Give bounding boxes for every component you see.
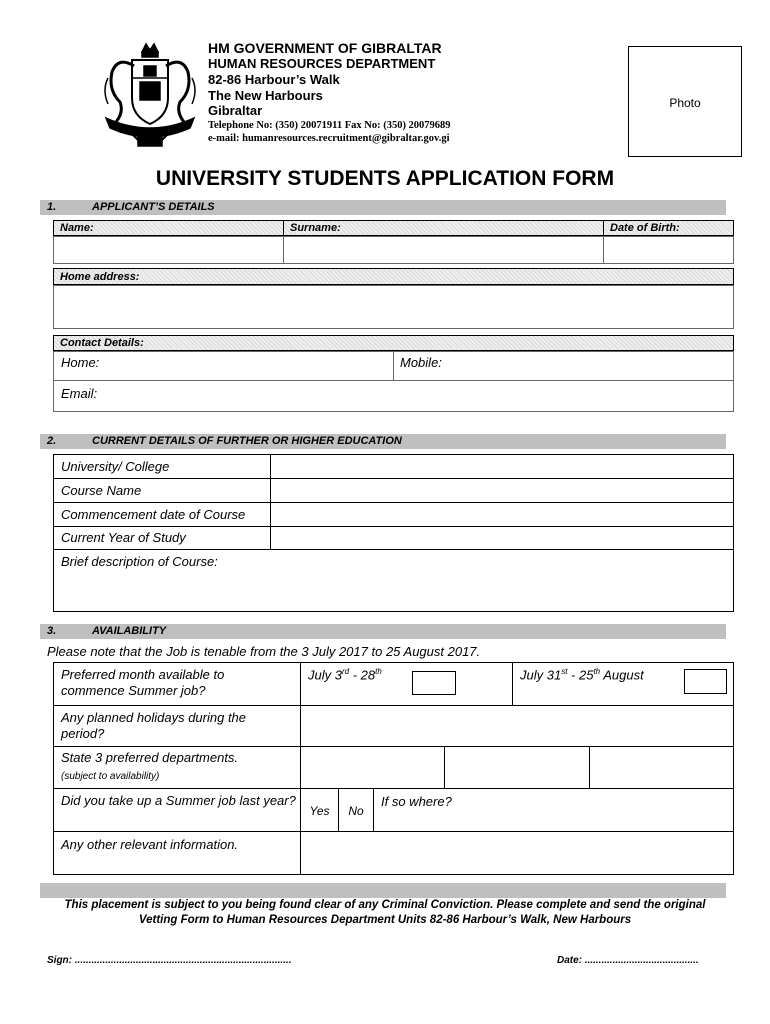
course-description-label: Brief description of Course:	[61, 554, 218, 569]
header-email: e-mail: humanresources.recruitment@gibraltar.gov.gi	[208, 133, 450, 144]
home-phone-field[interactable]	[53, 351, 394, 381]
department-3-field[interactable]	[590, 747, 733, 788]
header-line-1: HM GOVERNMENT OF GIBRALTAR	[208, 40, 442, 56]
where-label: If so where?	[381, 794, 452, 809]
header-line-2: HUMAN RESOURCES DEPARTMENT	[208, 56, 436, 71]
form-title: UNIVERSITY STUDENTS APPLICATION FORM	[155, 167, 615, 190]
university-field[interactable]	[271, 455, 733, 478]
no-option[interactable]: No	[348, 804, 364, 818]
departments-label: State 3 preferred departments.	[61, 750, 239, 765]
year-of-study-label: Current Year of Study	[61, 530, 186, 545]
department-1-field[interactable]	[301, 747, 444, 788]
course-name-field[interactable]	[271, 479, 733, 502]
holidays-label: Any planned holidays during the period?	[61, 710, 247, 741]
section-3-number: 3.	[47, 625, 57, 637]
other-info-field[interactable]	[301, 832, 733, 874]
address-label: Home address:	[60, 271, 140, 283]
commencement-label: Commencement date of Course	[61, 507, 246, 522]
address-header	[53, 268, 734, 285]
photo-label: Photo	[669, 96, 701, 110]
photo-box[interactable]	[628, 46, 742, 157]
footer-notice: This placement is subject to you being found clear of any Criminal Conviction. Please complete and send the original Vetting Form to Human Resources Department Units 82-86 Harbour’s Walk, New Harbours	[64, 899, 706, 926]
option-2-label: July 31st - 25th August	[520, 667, 644, 683]
preferred-month-label: Preferred month available to commence Summer job?	[61, 667, 225, 698]
dob-field[interactable]	[603, 236, 734, 264]
home-label: Home:	[61, 355, 100, 370]
section-2-number: 2.	[47, 435, 57, 447]
date-line[interactable]: Date: .........................................	[557, 955, 699, 966]
name-label: Name:	[60, 222, 94, 234]
option-2-checkbox[interactable]	[684, 669, 727, 694]
header-line-3: 82-86 Harbour’s Walk	[208, 72, 340, 87]
year-of-study-field[interactable]	[271, 527, 733, 549]
header-phone-fax: Telephone No: (350) 20071911 Fax No: (350) 20079689	[208, 120, 451, 131]
departments-sub-label: (subject to availability)	[61, 771, 160, 782]
header-line-5: Gibraltar	[208, 103, 263, 118]
contact-header	[53, 335, 734, 351]
header-line-4: The New Harbours	[208, 88, 323, 103]
option-1-checkbox[interactable]	[412, 671, 456, 695]
footer-bar	[40, 883, 726, 898]
mobile-label: Mobile:	[400, 355, 442, 370]
section-1-heading: APPLICANT’S DETAILS	[92, 201, 215, 213]
course-description-field[interactable]	[54, 572, 733, 611]
course-name-label: Course Name	[61, 483, 142, 498]
sign-line[interactable]: Sign: ..............................................................................	[47, 955, 292, 966]
dob-label: Date of Birth:	[610, 222, 680, 234]
holidays-field[interactable]	[301, 706, 733, 746]
university-label: University/ College	[61, 459, 170, 474]
contact-label: Contact Details:	[60, 337, 144, 349]
name-field[interactable]	[53, 236, 284, 264]
address-field[interactable]	[53, 285, 734, 329]
mobile-field[interactable]	[393, 351, 734, 381]
gibraltar-crest-logo	[98, 38, 202, 148]
section-2-heading: CURRENT DETAILS OF FURTHER OR HIGHER EDUCATION	[92, 435, 402, 447]
department-2-field[interactable]	[445, 747, 589, 788]
yes-option[interactable]: Yes	[309, 804, 330, 818]
availability-note: Please note that the Job is tenable from the 3 July 2017 to 25 August 2017.	[47, 644, 481, 659]
email-field[interactable]	[53, 380, 734, 412]
section-3-heading: AVAILABILITY	[92, 625, 167, 637]
other-info-label: Any other relevant information.	[61, 837, 239, 852]
commencement-field[interactable]	[271, 503, 733, 526]
surname-field[interactable]	[283, 236, 604, 264]
email-label: Email:	[61, 386, 98, 401]
surname-label: Surname:	[290, 222, 341, 234]
summer-job-label: Did you take up a Summer job last year?	[61, 793, 296, 808]
option-1-label: July 3rd - 28th	[308, 667, 382, 683]
section-1-number: 1.	[47, 201, 57, 213]
